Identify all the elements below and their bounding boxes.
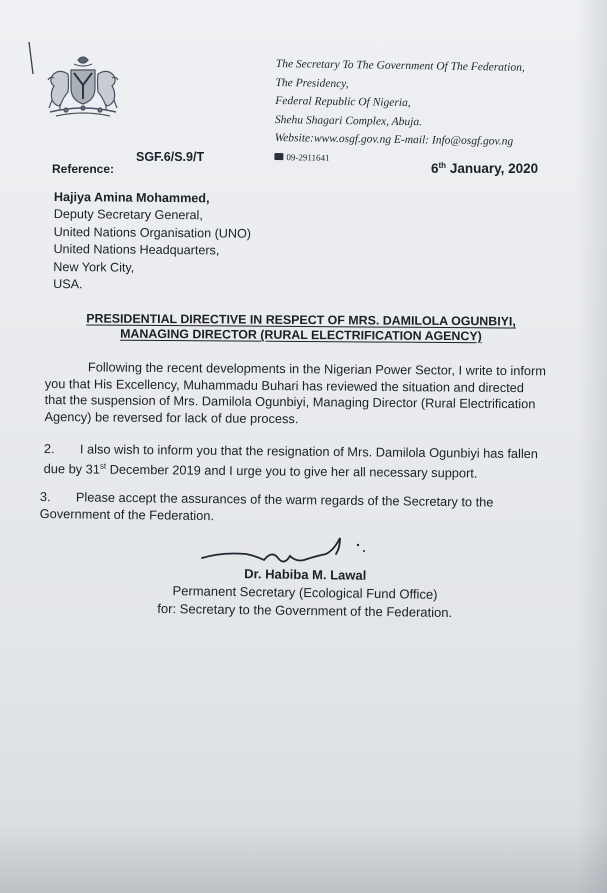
signatory-title: Permanent Secretary (Ecological Fund Office): [172, 583, 438, 602]
paragraph-line: Government of the Federation.: [39, 505, 215, 523]
letter-subject: [66, 311, 536, 344]
date-day: 6: [431, 161, 439, 176]
recipient-line: New York City,: [53, 259, 135, 275]
paragraph-2: [44, 441, 549, 483]
paragraph-number: 2.: [43, 441, 55, 457]
coat-of-arms-icon: [38, 52, 128, 124]
recipient-line: United Nations Headquarters,: [53, 242, 220, 258]
recipient-line: United Nations Organisation (UNO): [53, 224, 252, 241]
phone-icon: [274, 153, 283, 160]
subject-line: PRESIDENTIAL DIRECTIVE IN RESPECT OF MRS. DAMILOLA OGUNBIYI,: [86, 311, 516, 329]
date-suffix: th: [438, 161, 447, 170]
letterhead-line: Website:www.osgf.gov.ng E-mail: Info@osgf.gov.ng: [274, 131, 514, 148]
paragraph-number: 3.: [39, 489, 51, 505]
ordinal-suffix: st: [99, 461, 107, 471]
subject-line: MANAGING DIRECTOR (RURAL ELECTRIFICATION AGENCY): [120, 326, 482, 344]
pen-mark-icon: [20, 40, 40, 80]
paragraph-line: you that His Excellency, Muhammadu Buhari has reviewed the situation and directed: [44, 375, 525, 395]
paragraph-line: Agency) be reversed for lack of due process.: [44, 409, 299, 427]
paragraph-line: that the suspension of Mrs. Damilola Ogunbiyi, Managing Director (Rural Electrification: [44, 392, 536, 412]
recipient-name: Hajiya Amina Mohammed,: [53, 189, 210, 206]
phone-number: 09-2911641: [286, 151, 330, 163]
signature-block: [135, 564, 476, 623]
paragraph-line: Following the recent developments in the Nigerian Power Sector, I write to inform: [87, 359, 547, 379]
letterhead-line: Shehu Shagari Complex, Abuja.: [274, 113, 423, 128]
signatory-for: for: Secretary to the Government of the Federation.: [157, 600, 453, 621]
page-shadow-right: [577, 0, 607, 893]
letterhead-line: Federal Republic Of Nigeria,: [275, 94, 411, 110]
signature-icon: [198, 536, 378, 568]
recipient-address: [53, 189, 251, 295]
letterhead-line: The Secretary To The Government Of The Federation,: [275, 57, 525, 74]
letter-date: [431, 161, 538, 176]
recipient-line: USA.: [53, 277, 83, 292]
recipient-line: Deputy Secretary General,: [53, 207, 203, 223]
paragraph-text: December 2019 and I urge you to give her all necessary support.: [106, 461, 478, 481]
signatory-name: Dr. Habiba M. Lawal: [244, 566, 367, 583]
paragraph-3: [40, 489, 550, 529]
date-rest: January, 2020: [446, 161, 539, 176]
paragraph-1: [44, 359, 550, 430]
reference-label: Reference:: [52, 162, 115, 176]
letterhead-line: The Presidency,: [275, 76, 349, 90]
paragraph-text: I also wish to inform you that the resignation of Mrs. Damilola Ogunbiyi has fallen: [79, 441, 539, 462]
paragraph-text: Please accept the assurances of the warm regards of the Secretary to the: [75, 489, 494, 510]
letterhead-address: [274, 55, 525, 170]
paragraph-text: due by 31: [43, 460, 101, 477]
reference-code: SGF.6/S.9/T: [136, 150, 205, 164]
page-shadow-bottom: [0, 823, 607, 893]
